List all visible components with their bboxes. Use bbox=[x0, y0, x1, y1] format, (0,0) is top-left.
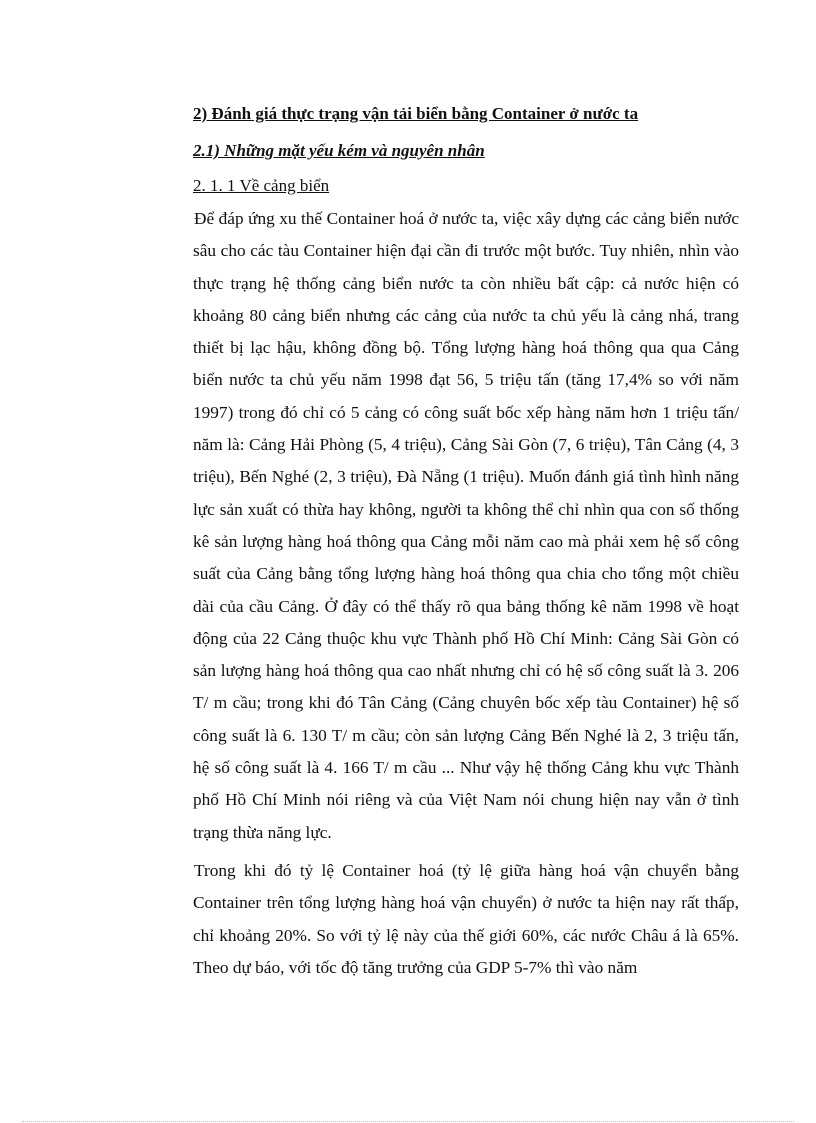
paragraph-text: Để đáp ứng xu thế Container hoá ở nước ta, việc xây dựng các cảng biển nước sâu cho các tàu Container hiện đại cần đi trước một bước. Tuy nhiên, nhìn vào thực trạng hệ thống cảng biển nước ta còn nhiều bất cập: cả nước hiện có khoảng 80 cảng biển nhưng các cảng của nước ta chủ yếu là cảng nhá, trang thiết bị lạc hậu, không đồng bộ. Tổng lượng hàng hoá thông qua qua Cảng biển nước ta chủ yếu năm 1998 đạt 56, 5 triệu tấn (tăng 17,4% so với năm 1997) trong đó chỉ có 5 cảng có công suất bốc xếp hàng năm hơn 1 triệu tấn/ năm là: Cảng Hải Phòng (5, 4 triệu), Cảng Sài Gòn (7, 6 triệu), Tân Cảng (4, 3 triệu), Bến Nghé (2, 3 triệu), Đà Nẵng (1 triệu). Muốn đánh giá tình hình năng lực sản xuất có thừa hay không, người ta không thể chỉ nhìn qua con số thống kê sản lượng hàng hoá thông qua Cảng mỗi năm cao mà phải xem hệ số công suất của Cảng bằng tổng lượng hàng hoá thông qua chia cho tổng một chiều dài của cầu Cảng. Ở đây có thể thấy rõ qua bảng thống kê năm 1998 về hoạt động của 22 Cảng thuộc khu vực Thành phố Hồ Chí Minh: Cảng Sài Gòn có sản lượng hàng hoá thông qua cao nhất nhưng chỉ có hệ số công suất là 3. 206 T/ m cầu; trong khi đó Tân Cảng (Cảng chuyên bốc xếp tàu Container) hệ số công suất là 6. 130 T/ m cầu; còn sản lượng Cảng Bến Nghé là 2, 3 triệu tấn, hệ số công suất là 4. 166 T/ m cầu ... Như vậy hệ thống Cảng khu vực Thành phố Hồ Chí Minh nói riêng và của Việt Nam nói chung hiện nay vẫn ở tình trạng thừa năng lực. bbox=[193, 209, 739, 842]
page-bottom-divider bbox=[22, 1121, 794, 1122]
sub-subsection-heading: 2. 1. 1 Về cảng biển bbox=[193, 176, 330, 195]
subsection-heading: 2.1) Những mặt yếu kém và nguyên nhân bbox=[193, 141, 485, 160]
paragraph-text: Trong khi đó tỷ lệ Container hoá (tỷ lệ giữa hàng hoá vận chuyển bằng Container trên tổng lượng hàng hoá vận chuyển) ở nước ta hiện nay rất thấp, chỉ khoảng 20%. So với tỷ lệ này của thế giới 60%, các nước Châu á là 65%. Theo dự báo, với tốc độ tăng trưởng của GDP 5-7% thì vào năm bbox=[193, 860, 739, 977]
document-body bbox=[193, 100, 739, 984]
paragraph-containerization bbox=[193, 855, 739, 984]
section-heading: 2) Đánh giá thực trạng vận tải biển bằng Container ở nước ta bbox=[193, 104, 639, 123]
paragraph-ports bbox=[193, 203, 739, 849]
